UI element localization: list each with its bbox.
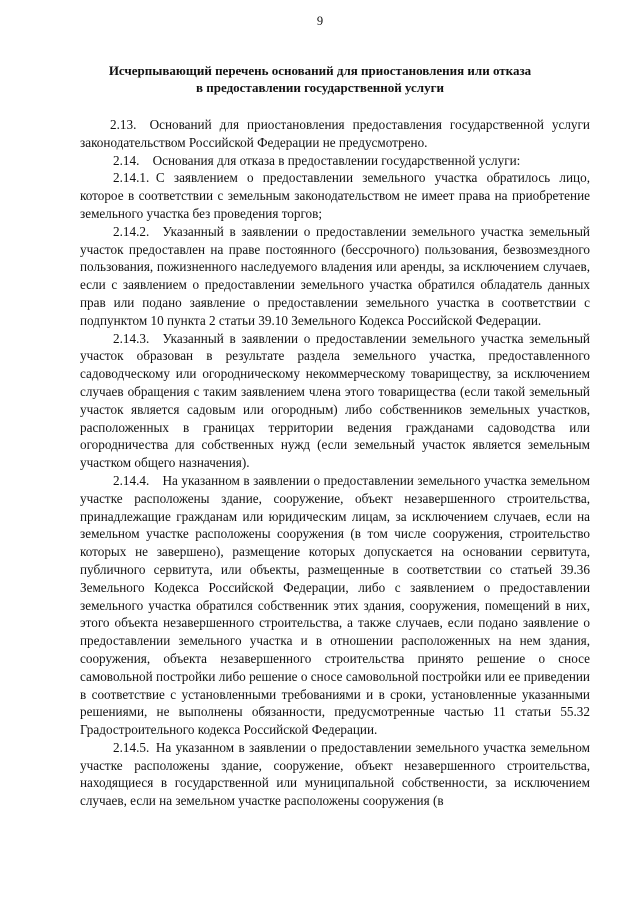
paragraph-2-14-4: 2.14.4. На указанном в заявлении о предоставлении земельного участка земельном участке расположены здание, сооружение, объект незавершенного строительства, принадлежащие гражданам или юридическим лицам, за исключением случаев, если на земельном участке расположены сооружения (в том числе сооружения, строительство которых не завершено), размещение которых допускается на основании сервитута, публичного сервитута, или объекты, размещенные в соответствии со статьей 39.36 Земельного Кодекса Российской Федерации, либо с заявлением о предоставлении земельного участка обратился собственник этих здания, сооружения, помещений в них, этого объекта незавершенного строительства, а также случаев, если подано заявление о предоставлении земельного участка и в отношении расположенных на нем здания, сооружения, объекта незавершенного строительства принято решение о сносе самовольной постройки либо решение о сносе самовольной постройки или ее приведении в соответствие с установленными требованиями и в сроки, установленные указанными решениями, не выполнены обязанности, предусмотренные частью 11 статьи 55.32 Градостроительного кодекса Российской Федерации. <box>80 472 590 738</box>
paragraph-2-13: 2.13. Оснований для приостановления предоставления государственной услуги законодательством Российской Федерации не предусмотрено. <box>80 117 590 150</box>
section-heading-line-2: в предоставлении государственной услуги <box>195 80 444 95</box>
section-heading <box>60 62 580 96</box>
document-body <box>80 116 590 810</box>
section-heading-line-1: Исчерпывающий перечень оснований для приостановления или отказа <box>108 63 532 78</box>
paragraph-2-14: 2.14. Основания для отказа в предоставлении государственной услуги: <box>113 152 521 168</box>
paragraph-2-14-3: 2.14.3. Указанный в заявлении о предоставлении земельного участка земельный участок образован в результате раздела земельного участка, предоставленного садоводческому или огородническому некоммерческому товариществу, за исключением случаев обращения с таким заявлением члена этого товарищества (если такой земельный участок является садовым или огородным) либо собственников земельных участков, расположенных в границах территории ведения гражданами садоводства или огородничества для собственных нужд (если земельный участок является земельным участком общего назначения). <box>80 330 590 471</box>
paragraph-2-14-5: 2.14.5. На указанном в заявлении о предоставлении земельного участка земельном участке расположены здание, сооружение, объект незавершенного строительства, находящиеся в государственной или муниципальной собственности, за исключением случаев, если на земельном участке расположены сооружения (в <box>80 739 590 809</box>
page-number: 9 <box>316 14 324 28</box>
paragraph-2-14-2: 2.14.2. Указанный в заявлении о предоставлении земельного участка земельный участок предоставлен на праве постоянного (бессрочного) пользования, безвозмездного пользования, пожизненного наследуемого владения или аренды, за исключением случаев, если с заявлением о предоставлении земельного участка обратился обладатель данных прав или подано заявление о предоставлении земельного участка в соответствии с подпунктом 10 пункта 2 статьи 39.10 Земельного Кодекса Российской Федерации. <box>80 223 590 328</box>
paragraph-2-14-1: 2.14.1. С заявлением о предоставлении земельного участка обратилось лицо, которое в соответствии с земельным законодательством не имеет права на приобретение земельного участка без проведения торгов; <box>80 170 590 221</box>
